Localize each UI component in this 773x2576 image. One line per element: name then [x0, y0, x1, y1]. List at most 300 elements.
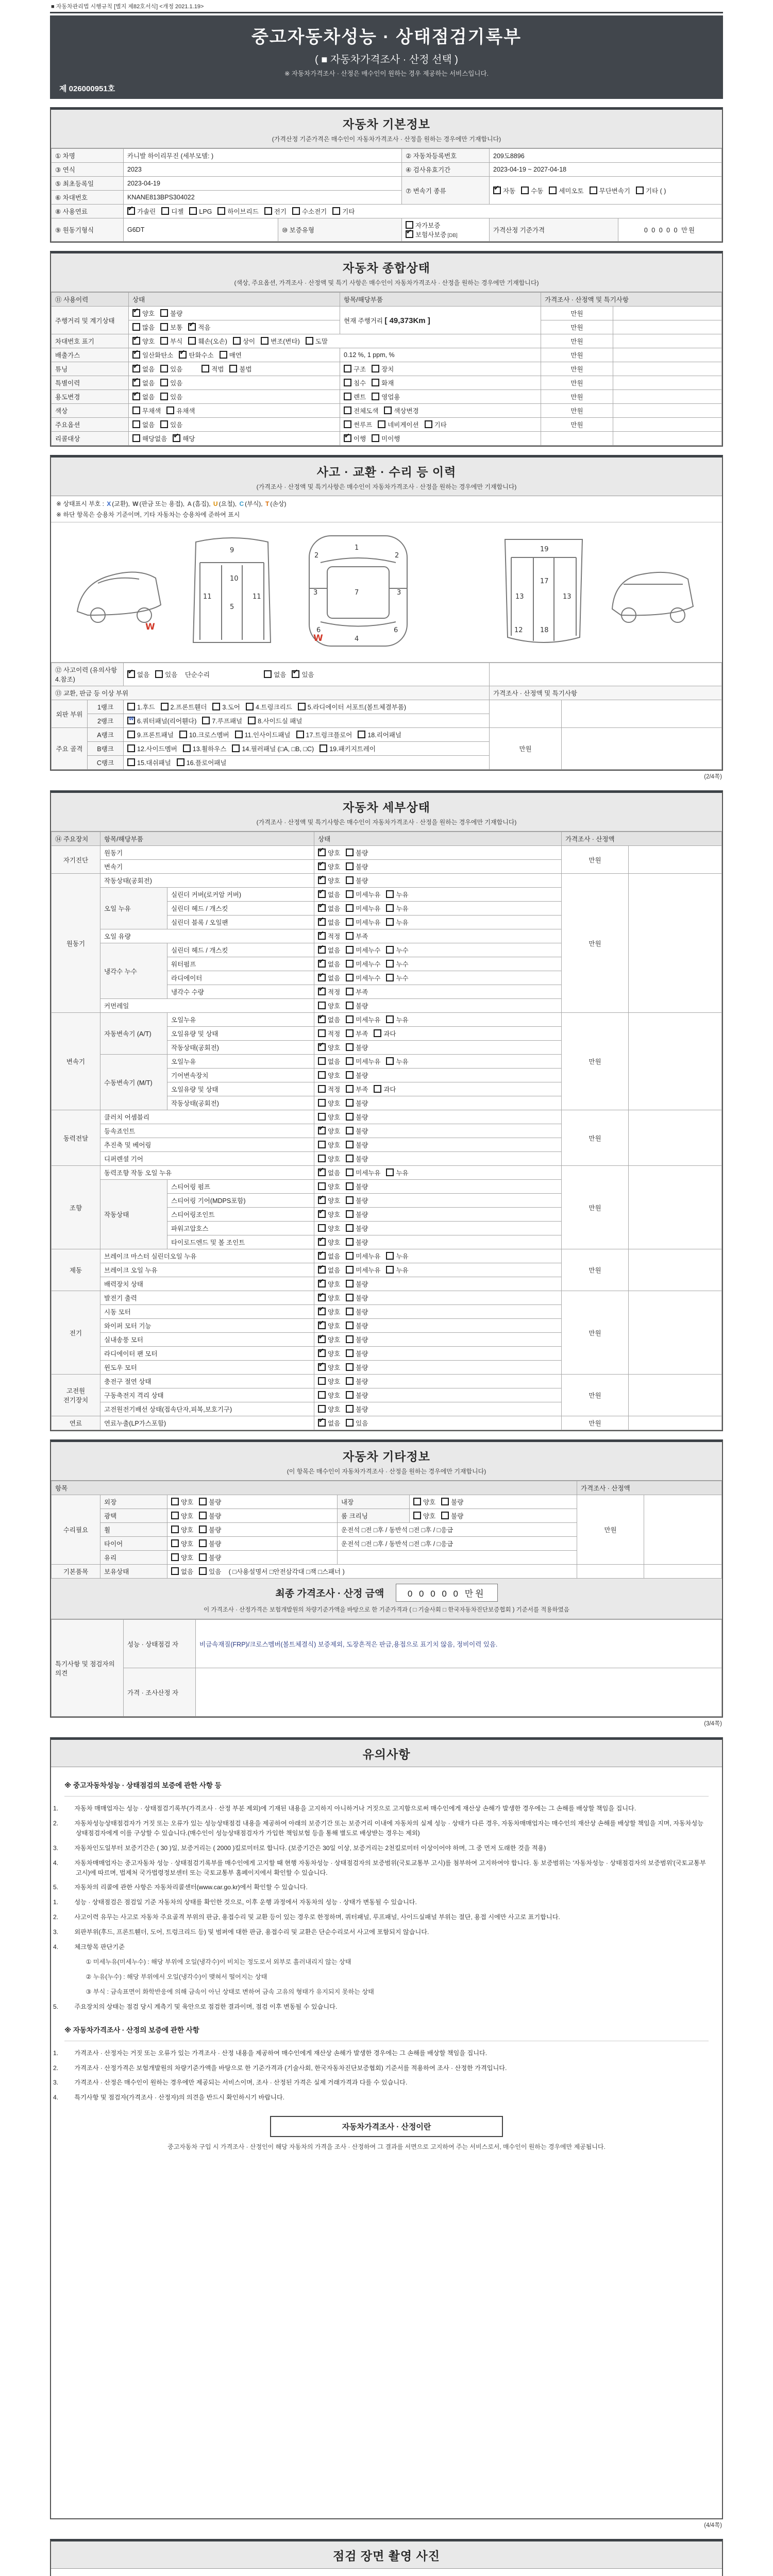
- checkbox-option-16.플로어패널[interactable]: [177, 758, 227, 767]
- sub-group-label: 냉각수 누수: [100, 943, 167, 999]
- status-cell: [314, 1110, 562, 1124]
- checkbox-option-양호[interactable]: [318, 1238, 340, 1247]
- checkbox-option-침수[interactable]: [344, 378, 366, 387]
- item-label: 타이어: [100, 1537, 167, 1551]
- checkbox-option-기타 ( )[interactable]: [636, 186, 666, 195]
- checkbox-option-양호[interactable]: [318, 1391, 340, 1400]
- checkbox-option-부족[interactable]: [346, 931, 368, 941]
- checkbox-label: 미세누유: [356, 905, 381, 912]
- checkbox-option-누유[interactable]: [386, 904, 408, 913]
- checkbox-option-불량[interactable]: [346, 1140, 368, 1149]
- checkbox-option-없음[interactable]: [318, 959, 340, 969]
- checkbox-option-양호[interactable]: [318, 1293, 340, 1302]
- checkbox-option-없음[interactable]: [318, 1418, 340, 1428]
- checkbox-option-누수[interactable]: [386, 945, 408, 955]
- checkbox-option-3.도어[interactable]: [212, 702, 240, 711]
- checkbox-option-양호[interactable]: [318, 1307, 340, 1316]
- checkbox-option-전체도색[interactable]: [344, 406, 378, 415]
- checkbox-option-없음[interactable]: [318, 1251, 340, 1261]
- checkbox-option-누유[interactable]: [386, 1015, 408, 1024]
- checkbox-option-있음[interactable]: [160, 392, 182, 401]
- checkbox-option-상이[interactable]: [233, 336, 255, 346]
- status-cell: [129, 404, 340, 418]
- checkbox-option-양호[interactable]: [318, 1210, 340, 1219]
- checkbox-option-불량[interactable]: [346, 1182, 368, 1191]
- checkbox-option-없음[interactable]: [264, 670, 286, 679]
- checkbox-option-없음[interactable]: [318, 945, 340, 955]
- checkbox-option-수동[interactable]: [521, 186, 543, 195]
- checkbox-option-누유[interactable]: [386, 1057, 408, 1066]
- checkbox-option-누유[interactable]: [386, 1251, 408, 1261]
- checkbox-option-불법[interactable]: [229, 364, 251, 374]
- checkbox-option-기타[interactable]: [332, 207, 355, 216]
- checkbox-option-불량[interactable]: [346, 1043, 368, 1052]
- checkbox-option-양호[interactable]: [318, 1098, 340, 1108]
- checkbox-option-불량[interactable]: [346, 1001, 368, 1010]
- checkbox-option-있음[interactable]: [160, 378, 182, 387]
- checkbox-option-없음[interactable]: [318, 1265, 340, 1275]
- checkbox-option-없음[interactable]: [132, 392, 155, 401]
- checkbox-option-양호[interactable]: [171, 1539, 193, 1548]
- checkbox-icon: [346, 1363, 354, 1371]
- checkbox-option-불량[interactable]: [160, 309, 182, 318]
- checkbox-option-양호[interactable]: [318, 1126, 340, 1136]
- checkbox-option-불량[interactable]: [346, 1404, 368, 1414]
- status-cell: [314, 1416, 562, 1430]
- checkbox-option-5.라디에이터 서포트(볼트체결부품)[interactable]: [298, 702, 406, 711]
- checkbox-option-없음[interactable]: [318, 890, 340, 899]
- checkbox-option-미세누유[interactable]: [346, 1015, 380, 1024]
- checkbox-label: 색상변경: [394, 408, 419, 415]
- page-subtitle-note: ※ 자동차가격조사 · 산정은 매수인이 원하는 경우 제공하는 서비스입니다.: [284, 70, 489, 77]
- checkbox-option-불량[interactable]: [346, 1098, 368, 1108]
- checkbox-option-보험사보증[interactable]: [406, 230, 458, 239]
- checkbox-option-양호[interactable]: [318, 1377, 340, 1386]
- checkbox-option-영업용[interactable]: [372, 392, 400, 401]
- remarks-label: 특기사항 및 점검자의 의견: [52, 1620, 124, 1717]
- checkbox-option-불량[interactable]: [346, 862, 368, 871]
- checkbox-option-없음[interactable]: [171, 1567, 193, 1576]
- checkbox-icon: [413, 1498, 421, 1505]
- checkbox-option-하이브리드[interactable]: [217, 207, 258, 216]
- etc-header: [51, 1442, 722, 1481]
- checkbox-option-불량[interactable]: [346, 1293, 368, 1302]
- checkbox-option-양호[interactable]: [318, 1196, 340, 1205]
- column-header: 가격조사 · 산정액: [562, 832, 722, 846]
- checkbox-option-14.필러패널 (□A, □B, □C)[interactable]: [232, 744, 314, 753]
- checkbox-option-불량[interactable]: [346, 1071, 368, 1080]
- checkbox-option-19.패키지트레이[interactable]: [320, 744, 376, 753]
- checkbox-option-불량[interactable]: [346, 1210, 368, 1219]
- checkbox-label: 양호: [328, 1281, 341, 1288]
- checkbox-option-누수[interactable]: [386, 959, 408, 969]
- item-label: 유리: [100, 1551, 167, 1565]
- checkbox-icon: [171, 1498, 179, 1505]
- checked-checkbox-icon: [318, 1210, 326, 1218]
- checkbox-option-10.크로스멤버[interactable]: [179, 730, 229, 739]
- checkbox-icon: [346, 1210, 354, 1218]
- checkbox-option-미세누수[interactable]: [346, 959, 380, 969]
- checkbox-icon: [189, 207, 197, 215]
- checkbox-option-양호[interactable]: [132, 309, 155, 318]
- item-label: 오일누유: [167, 1055, 314, 1069]
- column-header: ⑭ 주요장치: [52, 832, 100, 846]
- checkbox-icon: [318, 1182, 326, 1190]
- checkbox-option-해당[interactable]: [173, 434, 195, 443]
- checkbox-option-화재[interactable]: [372, 378, 394, 387]
- status-cell: [314, 999, 562, 1013]
- checkbox-option-11.인사이드패널[interactable]: [235, 730, 291, 739]
- checkbox-icon: [346, 1224, 354, 1232]
- checkbox-option-있음[interactable]: [160, 364, 182, 374]
- checkbox-option-누유[interactable]: [386, 1265, 408, 1275]
- checkbox-option-양호[interactable]: [171, 1553, 193, 1562]
- svg-text:10: 10: [230, 575, 239, 583]
- checkbox-option-불량[interactable]: [346, 848, 368, 857]
- checkbox-option-무단변속기[interactable]: [590, 186, 630, 195]
- notice-item: ③ 부식 : 금속표면이 화학반응에 의해 금속이 아닌 상태로 변하여 금속 고유의 형태가 유지되지 못하는 상태: [84, 1988, 374, 1995]
- checkbox-option-양호[interactable]: [318, 1071, 340, 1080]
- checkbox-icon: [346, 1127, 354, 1134]
- checkbox-option-미세누유[interactable]: [346, 904, 380, 913]
- checkbox-option-불량[interactable]: [346, 1126, 368, 1136]
- checkbox-option-12.사이드멤버[interactable]: [127, 744, 177, 753]
- item-label: 추진축 및 베어링: [100, 1138, 314, 1152]
- checkbox-option-구조[interactable]: [344, 364, 366, 374]
- checkbox-label: 가솔린: [137, 208, 156, 215]
- checkbox-option-누유[interactable]: [386, 918, 408, 927]
- checkbox-option-적음[interactable]: [188, 323, 210, 332]
- checkbox-option-불량[interactable]: [346, 1196, 368, 1205]
- checkbox-option-있음[interactable]: [155, 670, 177, 679]
- checked-checkbox-icon: [132, 351, 140, 359]
- checkbox-option-불량[interactable]: [346, 1335, 368, 1344]
- checkbox-label: 양호: [181, 1540, 194, 1548]
- page-marker: (4/4쪽): [704, 2522, 722, 2529]
- checkbox-option-양호[interactable]: [318, 862, 340, 871]
- checkbox-option-렌트[interactable]: [344, 392, 366, 401]
- checkbox-option-4.트렁크리드[interactable]: [246, 702, 292, 711]
- checkbox-option-미세누유[interactable]: [346, 1168, 380, 1177]
- checkbox-option-적정[interactable]: [318, 1029, 340, 1038]
- checkbox-option-양호[interactable]: [318, 1001, 340, 1010]
- checkbox-option-있음[interactable]: [160, 420, 182, 429]
- checkbox-option-양호[interactable]: [318, 1335, 340, 1344]
- status-cell: [314, 1291, 562, 1305]
- checkbox-option-도말[interactable]: [306, 336, 328, 346]
- notice-item: ① 미세누유(미세누수) : 해당 부위에 오일(냉각수)이 비치는 정도로서 외부로 흘러내리지 않는 상태: [84, 1958, 351, 1965]
- item-label: 보유상태: [100, 1565, 167, 1579]
- checkbox-option-불량[interactable]: [346, 1363, 368, 1372]
- column-header: 가격조사 · 산정액: [577, 1481, 722, 1495]
- checkbox-option-불량[interactable]: [441, 1497, 463, 1506]
- checkbox-option-과다[interactable]: [374, 1084, 396, 1094]
- checkbox-option-변조(변타)[interactable]: [261, 336, 300, 346]
- checkbox-label: 누유: [396, 1253, 409, 1260]
- checkbox-option-부족[interactable]: [346, 1084, 368, 1094]
- checked-checkbox-icon: [127, 670, 135, 678]
- item-label: 기어변속장치: [167, 1069, 314, 1082]
- checkbox-option-없음[interactable]: [318, 1168, 340, 1177]
- checkbox-icon: [160, 379, 168, 386]
- item-label: 디퍼렌셜 기어: [100, 1152, 314, 1166]
- checkbox-option-일산화탄소[interactable]: [132, 350, 173, 360]
- status-cell: [314, 957, 562, 971]
- checkbox-option-적정[interactable]: [318, 931, 340, 941]
- checkbox-option-불량[interactable]: [441, 1511, 463, 1520]
- checkbox-option-장치[interactable]: [372, 364, 394, 374]
- item-label: 작동상태(공회전): [100, 874, 314, 888]
- checkbox-option-불량[interactable]: [199, 1553, 221, 1562]
- checkbox-label: 미세누유: [356, 1058, 381, 1065]
- appraiser-label: 가격 · 조사산정 자: [124, 1668, 196, 1717]
- checkbox-option-8.사이드실 패널[interactable]: [248, 716, 302, 725]
- item-label: 실린더 블록 / 오일팬: [167, 916, 314, 929]
- base-price-value: 0 0 0 0 0 만원: [618, 218, 722, 242]
- checkbox-option-디젤[interactable]: [161, 207, 183, 216]
- checkbox-option-없음[interactable]: [318, 1015, 340, 1024]
- accident-subtitle: (가격조사 · 산정액 및 특기사항은 매수인이 자동차가격조사 · 산정을 원하는 경우에만 기재합니다): [256, 483, 517, 490]
- checkbox-option-양호[interactable]: [132, 336, 155, 346]
- checkbox-option-있음[interactable]: [292, 670, 314, 679]
- checkbox-label: 없음: [328, 1016, 341, 1024]
- notice-item-number: 5.: [53, 1884, 59, 1891]
- checkbox-option-수소전기[interactable]: [292, 207, 327, 216]
- checkbox-option-불량[interactable]: [346, 1377, 368, 1386]
- checkbox-option-부족[interactable]: [346, 1029, 368, 1038]
- checkbox-option-미세누수[interactable]: [346, 973, 380, 982]
- device-group-label: 변속기: [52, 1013, 100, 1110]
- checkbox-option-미세누유[interactable]: [346, 918, 380, 927]
- checkbox-label: 많음: [142, 324, 155, 331]
- checkbox-option-누수[interactable]: [386, 973, 408, 982]
- field-value: 2023: [124, 163, 402, 177]
- checkbox-option-불량[interactable]: [346, 1154, 368, 1163]
- row-label: 리콜대상: [52, 432, 129, 446]
- checkbox-option-양호[interactable]: [171, 1511, 193, 1520]
- checkbox-option-양호[interactable]: [318, 1112, 340, 1122]
- checkbox-option-양호[interactable]: [318, 1043, 340, 1052]
- checkbox-option-13.휠하우스[interactable]: [183, 744, 227, 753]
- checkbox-option-불량[interactable]: [346, 1321, 368, 1330]
- checkbox-option-없음[interactable]: [318, 904, 340, 913]
- table-row: [52, 307, 722, 320]
- checkbox-label: 자동: [503, 187, 516, 195]
- checkbox-option-없음[interactable]: [127, 670, 149, 679]
- checkbox-option-세미오토[interactable]: [549, 186, 583, 195]
- checkbox-option-7.루프패널[interactable]: [202, 716, 242, 725]
- checkbox-option-부족[interactable]: [346, 987, 368, 996]
- checkbox-option-양호[interactable]: [318, 1140, 340, 1149]
- checkbox-option-미이행[interactable]: [372, 434, 400, 443]
- checkbox-option-적법[interactable]: [201, 364, 224, 374]
- checkbox-label: 양호: [328, 1309, 341, 1316]
- checkbox-icon: [346, 1419, 354, 1427]
- checkbox-option-썬루프[interactable]: [344, 420, 372, 429]
- checkbox-label: 양호: [181, 1527, 194, 1534]
- checkbox-option-6.쿼터패널(리어휀다)[interactable]: [127, 716, 196, 725]
- checkbox-option-네비게이션[interactable]: [378, 420, 418, 429]
- checkbox-option-불량[interactable]: [199, 1525, 221, 1534]
- row-label: 용도변경: [52, 390, 129, 404]
- checked-checkbox-icon: [318, 1419, 326, 1427]
- price-note-cell: [613, 404, 722, 418]
- checkbox-option-LPG[interactable]: [189, 207, 212, 215]
- checkbox-option-불량[interactable]: [346, 1224, 368, 1233]
- checkbox-option-탄화수소[interactable]: [179, 350, 213, 360]
- checkbox-option-유채색[interactable]: [166, 406, 195, 415]
- checkbox-option-많음[interactable]: [132, 323, 155, 332]
- checked-checkbox-icon: [318, 1043, 326, 1051]
- checkbox-label: 13.휠하우스: [192, 745, 227, 753]
- checkbox-option-불량[interactable]: [199, 1511, 221, 1520]
- status-cell: [314, 1124, 562, 1138]
- checkbox-option-불량[interactable]: [346, 1279, 368, 1289]
- checkbox-label: 있음: [170, 394, 183, 401]
- status-cell: [314, 1194, 562, 1208]
- checkbox-label: 불량: [209, 1513, 222, 1520]
- checkbox-option-불량[interactable]: [199, 1539, 221, 1548]
- checkbox-label: 불량: [356, 1183, 368, 1191]
- checkbox-icon: [298, 703, 306, 710]
- checkbox-option-기타[interactable]: [425, 420, 447, 429]
- checkbox-label: 불량: [356, 1211, 368, 1218]
- price-note-cell: [629, 1375, 722, 1416]
- checkbox-option-전기[interactable]: [264, 207, 287, 216]
- status-cell: [167, 1523, 338, 1537]
- checkbox-option-2.프론트휀더[interactable]: [161, 702, 207, 711]
- checkbox-option-해당없음[interactable]: [132, 434, 167, 443]
- checkbox-label: 불량: [356, 1295, 368, 1302]
- checkbox-option-미세누유[interactable]: [346, 890, 380, 899]
- checkbox-option-자동[interactable]: [493, 186, 515, 195]
- checkbox-option-있음[interactable]: [346, 1418, 368, 1428]
- checkbox-icon: [292, 207, 300, 215]
- rankB-items: [124, 742, 490, 756]
- checked-checkbox-icon: [318, 1335, 326, 1343]
- checkbox-icon: [346, 1266, 354, 1274]
- checkbox-icon: [264, 207, 272, 215]
- checkbox-option-미세누유[interactable]: [346, 1265, 380, 1275]
- checkbox-label: 침수: [354, 380, 366, 387]
- checkbox-option-17.트렁크플로어[interactable]: [296, 730, 352, 739]
- checkbox-option-없음[interactable]: [318, 918, 340, 927]
- checkbox-option-불량[interactable]: [346, 1112, 368, 1122]
- basic-info-subtitle: (가격산정 기준가격은 매수인이 자동차가격조사 · 산정을 원하는 경우에만 기재합니다): [272, 135, 501, 143]
- checkbox-icon: [201, 365, 209, 372]
- checkbox-option-이행[interactable]: [344, 434, 366, 443]
- column-header: 항목/해당부품: [100, 832, 314, 846]
- checkbox-option-9.프론트패널[interactable]: [127, 730, 174, 739]
- checkbox-option-미세누유[interactable]: [346, 1251, 380, 1261]
- checkbox-label: 무단변속기: [599, 187, 631, 195]
- checkbox-option-양호[interactable]: [318, 876, 340, 885]
- checkbox-option-양호[interactable]: [171, 1525, 193, 1534]
- checkbox-label: 기타 ( ): [646, 187, 666, 195]
- checkbox-option-양호[interactable]: [318, 1182, 340, 1191]
- checkbox-option-없음[interactable]: [318, 973, 340, 982]
- checkbox-option-양호[interactable]: [318, 1279, 340, 1289]
- checkbox-option-불량[interactable]: [346, 876, 368, 885]
- checkbox-option-양호[interactable]: [413, 1497, 435, 1506]
- checkbox-option-훼손(오손)[interactable]: [188, 336, 227, 346]
- item-label: 커먼레일: [100, 999, 314, 1013]
- checkbox-option-15.대쉬패널[interactable]: [127, 758, 171, 767]
- checkbox-option-없음[interactable]: [318, 1057, 340, 1066]
- checkbox-option-양호[interactable]: [318, 1154, 340, 1163]
- checkbox-option-불량[interactable]: [346, 1307, 368, 1316]
- status-cell: [314, 1166, 562, 1180]
- checkbox-option-적정[interactable]: [318, 1084, 340, 1094]
- checkbox-label: 적정: [328, 1030, 341, 1038]
- checkbox-option-과다[interactable]: [374, 1029, 396, 1038]
- checkbox-icon: [161, 703, 169, 710]
- checkbox-option-무채색[interactable]: [132, 406, 161, 415]
- checkbox-option-양호[interactable]: [171, 1497, 193, 1506]
- checkbox-label: 18.리어패널: [367, 732, 402, 739]
- price-cell: [541, 432, 613, 446]
- checkbox-option-미세누유[interactable]: [346, 1057, 380, 1066]
- checkbox-option-불량[interactable]: [199, 1497, 221, 1506]
- checkbox-option-양호[interactable]: [318, 1404, 340, 1414]
- status-cell: [314, 1249, 562, 1263]
- checkbox-option-1.후드[interactable]: [127, 702, 155, 711]
- checkbox-label: 불량: [356, 1100, 368, 1107]
- svg-text:9: 9: [230, 547, 234, 554]
- checkbox-option-없음[interactable]: [132, 364, 155, 374]
- checkbox-option-불량[interactable]: [346, 1391, 368, 1400]
- checkbox-option-불량[interactable]: [346, 1349, 368, 1358]
- checkbox-option-미세누수[interactable]: [346, 945, 380, 955]
- checkbox-option-양호[interactable]: [413, 1511, 435, 1520]
- checkbox-label: 양호: [328, 1211, 341, 1218]
- checkbox-label: 누유: [396, 1170, 409, 1177]
- checkbox-label: 있음: [170, 421, 183, 429]
- checkbox-option-부식[interactable]: [160, 336, 182, 346]
- item-label: 고전원전기배선 상태(접속단자,피복,보호기구): [100, 1402, 314, 1416]
- checkbox-option-보통[interactable]: [160, 323, 182, 332]
- checkbox-option-매연[interactable]: [220, 350, 242, 360]
- checkbox-option-색상변경[interactable]: [384, 406, 418, 415]
- checkbox-icon: [346, 1071, 354, 1079]
- field-label: ⑩ 보증유형: [278, 218, 402, 242]
- checkbox-option-양호[interactable]: [318, 1363, 340, 1372]
- checkbox-label: 적법: [211, 366, 224, 373]
- checkbox-option-없음[interactable]: [132, 378, 155, 387]
- checkbox-option-가솔린[interactable]: [127, 207, 156, 216]
- checkbox-option-양호[interactable]: [318, 1224, 340, 1233]
- status-cell: [167, 1537, 338, 1551]
- checkbox-option-없음[interactable]: [132, 420, 155, 429]
- checkbox-icon: [171, 1526, 179, 1533]
- checkbox-option-양호[interactable]: [318, 848, 340, 857]
- checkbox-option-양호[interactable]: [318, 1321, 340, 1330]
- price-cell: 만원: [541, 307, 613, 320]
- row-label: 차대번호 표기: [52, 334, 129, 348]
- checkbox-option-누유[interactable]: [386, 1168, 408, 1177]
- checkbox-option-양호[interactable]: [318, 1349, 340, 1358]
- inspector-remark: 비금속재질(FRP)/크로스멤버(볼트체결식) 보증제외, 도장흔적은 판금,용접으로 표기치 않음, 정비이력 있음.: [196, 1620, 722, 1668]
- notice-item-number: 4.: [53, 1943, 59, 1951]
- status-cell: [129, 334, 541, 348]
- checkbox-option-있음[interactable]: [199, 1567, 221, 1576]
- checkbox-label: 유채색: [176, 408, 195, 415]
- checkbox-option-적정[interactable]: [318, 987, 340, 996]
- checkbox-option-18.리어패널[interactable]: [358, 730, 401, 739]
- item-label: 스티어링 기어(MDPS포함): [167, 1194, 314, 1208]
- checkbox-option-불량[interactable]: [346, 1238, 368, 1247]
- checkbox-option-누유[interactable]: [386, 890, 408, 899]
